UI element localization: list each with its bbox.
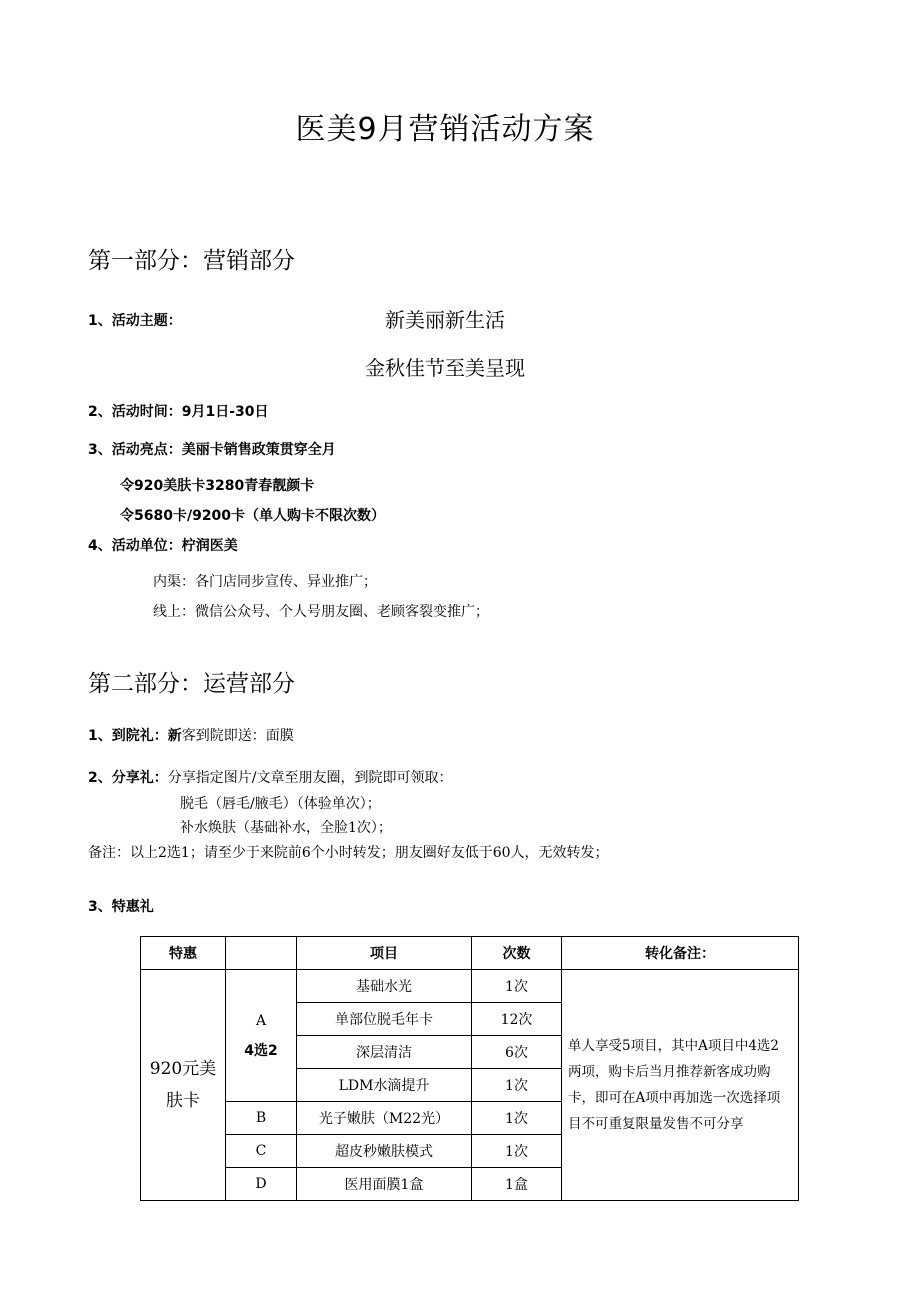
channel-inner: 内渠：各门店同步宣传、异业推广； bbox=[153, 574, 377, 590]
offer-table bbox=[140, 936, 799, 1201]
remark: 备注：以上2选1；请至少于来院前6个小时转发；朋友圈好友低于60人，无效转发； bbox=[88, 845, 609, 861]
conversion-note: 单人享受5项目，其中A项目中4选2两项，购卡后当月推荐新客成功购卡，即可在A项中再加选一次选择项目不可重复限量发售不可分享 bbox=[562, 970, 799, 1201]
card-name: 920元美肤卡 bbox=[141, 970, 226, 1201]
gift-1 bbox=[88, 725, 294, 745]
slogan-2: 金秋佳节至美呈现 bbox=[365, 356, 525, 380]
item-count: 1次 bbox=[472, 1135, 562, 1168]
item-count: 12次 bbox=[472, 1003, 562, 1036]
highlight-item-1: 令920美肤卡3280青春靓颜卡 bbox=[120, 478, 315, 494]
gift-1-label: 1、到院礼：新 bbox=[88, 728, 182, 744]
group-a-sub: 4选2 bbox=[244, 1042, 278, 1059]
gift-2-text: 分享指定图片/文章至朋友圈，到院即可领取： bbox=[167, 770, 453, 786]
activity-highlight: 3、活动亮点：美丽卡销售政策贯穿全月 bbox=[88, 442, 336, 458]
gift-2-item-2: 补水焕肤（基础补水，全脸1次）； bbox=[180, 820, 392, 836]
item-name: 光子嫩肤（M22光） bbox=[297, 1102, 472, 1135]
item-name: 单部位脱毛年卡 bbox=[297, 1003, 472, 1036]
item-count: 1次 bbox=[472, 970, 562, 1003]
activity-unit: 4、活动单位：柠润医美 bbox=[88, 538, 238, 554]
gift-2-item-1: 脱毛（唇毛/腋毛）（体验单次）； bbox=[180, 796, 381, 812]
part2-heading: 第二部分：运营部分 bbox=[88, 671, 295, 697]
item-name: LDM水滴提升 bbox=[297, 1069, 472, 1102]
group-a bbox=[226, 970, 297, 1102]
header-count: 次数 bbox=[472, 937, 562, 970]
item-count: 1次 bbox=[472, 1102, 562, 1135]
group-d: D bbox=[226, 1168, 297, 1201]
group-a-label: A bbox=[255, 1012, 267, 1029]
item-name: 基础水光 bbox=[297, 970, 472, 1003]
gift-2 bbox=[88, 767, 452, 787]
item-count: 1次 bbox=[472, 1069, 562, 1102]
gift-2-label: 2、分享礼： bbox=[88, 770, 168, 786]
item-name: 医用面膜1盒 bbox=[297, 1168, 472, 1201]
group-c: C bbox=[226, 1135, 297, 1168]
gift-1-text: 客到院即送：面膜 bbox=[181, 728, 294, 744]
header-group bbox=[226, 937, 297, 970]
item-count: 6次 bbox=[472, 1036, 562, 1069]
page-title: 医美9月营销活动方案 bbox=[295, 112, 595, 147]
group-b: B bbox=[226, 1102, 297, 1135]
highlight-item-2: 令5680卡/9200卡（单人购卡不限次数） bbox=[120, 508, 386, 524]
theme-label: 1、活动主题： bbox=[88, 313, 182, 329]
table-row bbox=[141, 970, 799, 1003]
header-item: 项目 bbox=[297, 937, 472, 970]
slogan-1: 新美丽新生活 bbox=[385, 308, 505, 332]
channel-online: 线上：微信公众号、个人号朋友圈、老顾客裂变推广； bbox=[153, 604, 489, 620]
header-offer: 特惠 bbox=[141, 937, 226, 970]
activity-time: 2、活动时间：9月1日-30日 bbox=[88, 404, 269, 420]
table-header-row bbox=[141, 937, 799, 970]
header-note: 转化备注： bbox=[562, 937, 799, 970]
gift-3-label: 3、特惠礼 bbox=[88, 899, 154, 915]
part1-heading: 第一部分：营销部分 bbox=[88, 248, 295, 274]
item-name: 超皮秒嫩肤模式 bbox=[297, 1135, 472, 1168]
item-name: 深层清洁 bbox=[297, 1036, 472, 1069]
item-count: 1盒 bbox=[472, 1168, 562, 1201]
